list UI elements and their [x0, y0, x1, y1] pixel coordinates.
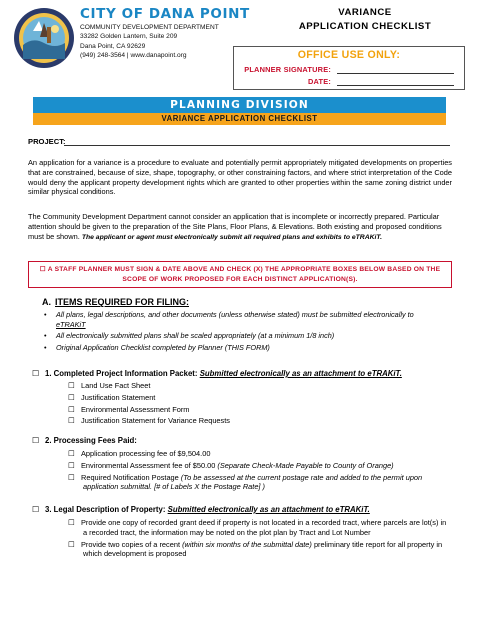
checkbox[interactable]: ☐	[68, 539, 75, 549]
subitem-note: (Separate Check-Made Payable to County of Orange)	[215, 460, 394, 470]
contact-info: (949) 248-3564 | www.danapoint.org	[80, 52, 187, 59]
item-1-subitems	[68, 381, 452, 426]
list-item: • Original Application Checklist completed by Planner (THIS FORM)	[44, 343, 452, 353]
list-item: • All electronically submitted plans shall be scaled appropriately (at a minimum 1/8 inch)	[44, 331, 452, 341]
list-item	[68, 461, 452, 471]
incomplete-emphasis: The applicant or agent must electronically submit all required plans and exhibits to eTRAKiT.	[81, 233, 382, 241]
incomplete-paragraph	[28, 212, 452, 243]
checkbox[interactable]: ☐	[68, 449, 75, 458]
item-2-subitems	[68, 449, 452, 492]
subitem-text: Environmental Assessment Form	[81, 404, 190, 414]
planner-signature-line[interactable]	[337, 73, 454, 74]
checklist-banner: VARIANCE APPLICATION CHECKLIST	[33, 113, 446, 125]
city-name: CITY OF DANA POINT	[80, 6, 250, 22]
list-item	[68, 518, 452, 538]
list-item	[44, 310, 452, 329]
office-use-box	[233, 46, 465, 90]
checkbox[interactable]: ☐	[68, 381, 75, 390]
subitem-text: Required Notification Postage	[81, 472, 179, 482]
filing-requirements-list	[44, 310, 452, 355]
list-item	[68, 473, 452, 493]
list-item	[68, 393, 452, 403]
subitem-note: (To be assessed at the current postage rate and added to the permit upon application submittal. [# of Labels X the Postage Rate] )	[83, 472, 423, 492]
item-1-label: 1. Completed Project Information Packet:	[45, 369, 198, 378]
item-1-emphasis: Submitted electronically as an attachment to eTRAKiT.	[199, 369, 402, 378]
subitem-text: Justification Statement	[81, 392, 156, 402]
list-item	[68, 416, 452, 426]
intro-paragraph: An application for a variance is a procedure to evaluate and potentially permit appropriately mitigated developments on properties that are constrained, because of size, shape, topography, or other constraining factors, and where strict interpretation of the Code would deny the applicant property development rights which are granted to other properties within the same zoning district under similar physical conditions.	[28, 158, 452, 197]
checkbox[interactable]: ☐	[68, 392, 75, 402]
item-3-emphasis: Submitted electronically as an attachment to eTRAKiT.	[167, 505, 370, 514]
subitem-text: Justification Statement for Variance Requests	[81, 416, 230, 426]
section-a-letter: A.	[42, 297, 51, 307]
checkbox[interactable]: ☐	[68, 472, 75, 482]
date-line[interactable]	[337, 85, 454, 86]
planner-signature-label: PLANNER SIGNATURE:	[244, 65, 331, 74]
checkbox[interactable]: ☐	[68, 416, 75, 426]
item-1-checkbox[interactable]: ☐	[32, 369, 39, 378]
department-name: COMMUNITY DEVELOPMENT DEPARTMENT	[80, 24, 219, 31]
item-2-heading	[32, 436, 137, 446]
subitem-text: preliminary title report for all property in which development is proposed	[83, 539, 443, 559]
checkbox[interactable]: ☐	[68, 460, 75, 470]
subitem-note: (within six months of the submittal date)	[182, 539, 312, 549]
address-line1: 33282 Golden Lantern, Suite 209	[80, 33, 178, 40]
subitem-text: Application processing fee of $9,504.00	[81, 449, 211, 458]
bullet-text: All plans, legal descriptions, and other documents (unless otherwise stated) must be submitted electronically to	[56, 310, 414, 319]
office-use-title: OFFICE USE ONLY:	[297, 49, 401, 61]
list-item	[68, 405, 452, 415]
staff-planner-notice: ☐ A STAFF PLANNER MUST SIGN & DATE ABOVE AND CHECK (X) THE APPROPRIATE BOXES BELOW BASED ON THE SCOPE OF WORK PROPOSED FOR EACH DISTINCT APPLICATION(S).	[28, 261, 452, 288]
item-1-heading	[32, 369, 402, 379]
city-seal-logo	[13, 7, 75, 69]
item-3-heading	[32, 505, 370, 515]
item-2-label: 2. Processing Fees Paid:	[45, 436, 137, 445]
project-label: PROJECT:	[28, 137, 66, 146]
checkbox[interactable]: ☐	[68, 404, 75, 414]
document-title-line2: APPLICATION CHECKLIST	[298, 21, 432, 32]
bullet-link-etrakit[interactable]: eTRAKiT	[56, 319, 86, 329]
subitem-text: Provide two copies of a recent	[81, 539, 181, 549]
subitem-text: Provide one copy of recorded grant deed if property is not located in a recorded tract, where parcels are lot(s) in a recorded tract, the information may be noted on the plot plan by Tract and Lot Number	[81, 518, 447, 537]
subitem-text: Land Use Fact Sheet	[81, 381, 151, 390]
item-3-label: 3. Legal Description of Property:	[45, 505, 166, 514]
address-line2: Dana Point, CA 92629	[80, 43, 146, 50]
date-label: DATE:	[307, 77, 331, 86]
section-a-heading	[42, 297, 189, 309]
item-3-subitems	[68, 518, 452, 559]
list-item	[68, 540, 452, 560]
document-title-line1: VARIANCE	[338, 7, 392, 18]
section-a-title: ITEMS REQUIRED FOR FILING:	[55, 297, 189, 307]
checkbox[interactable]: ☐	[68, 518, 75, 527]
incomplete-text: The Community Development Department cannot consider an application that is incomplete or incorrectly prepared. Particular attention should be given to the preparation of the Site Plans, Floor Plans, & Elevations. Both existing and proposed conditions must be shown.	[28, 212, 442, 241]
list-item	[68, 449, 452, 459]
subitem-text: Environmental Assessment fee of $50.00	[81, 460, 216, 470]
list-item	[68, 381, 452, 391]
division-banner: PLANNING DIVISION	[33, 97, 446, 113]
item-3-checkbox[interactable]: ☐	[32, 505, 39, 514]
item-2-checkbox[interactable]: ☐	[32, 436, 39, 445]
project-field-line[interactable]	[64, 145, 450, 146]
